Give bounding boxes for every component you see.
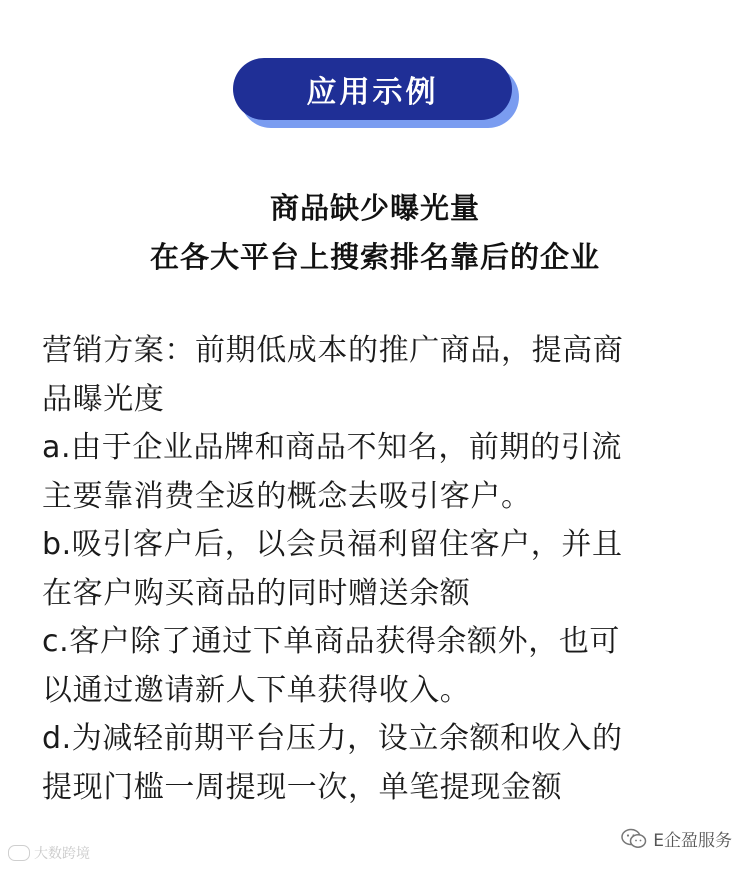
brand-logo-icon — [8, 845, 30, 861]
body-line: 主要靠消费全返的概念去吸引客户。 — [42, 478, 532, 514]
badge-label: 应用示例 — [233, 58, 512, 120]
wechat-icon — [621, 828, 647, 850]
body-line: 在客户购买商品的同时赠送余额 — [42, 575, 471, 611]
body-line: 品曝光度 — [42, 381, 165, 417]
headline-line-1: 商品缺少曝光量 — [269, 191, 480, 225]
watermark-right-text: E企盈服务 — [653, 831, 732, 851]
watermark-left — [8, 843, 90, 863]
watermark-left-text: 大数跨境 — [34, 846, 90, 862]
headline-line-2: 在各大平台上搜索排名靠后的企业 — [149, 240, 600, 274]
section-badge — [233, 58, 519, 128]
body-line: 以通过邀请新人下单获得收入。 — [42, 672, 471, 708]
body-line: 营销方案：前期低成本的推广商品，提高商 — [42, 333, 624, 368]
body-line: 提现门槛一周提现一次，单笔提现金额 — [42, 769, 563, 805]
watermark-right — [621, 826, 732, 851]
body-line: b.吸引客户后，以会员福利留住客户，并且 — [42, 527, 623, 562]
body-line: c.客户除了通过下单商品获得余额外，也可 — [42, 624, 621, 659]
body-line: d.为减轻前期平台压力，设立余额和收入的 — [42, 721, 623, 756]
body-line: a.由于企业品牌和商品不知名，前期的引流 — [42, 430, 622, 465]
body-text — [42, 327, 712, 812]
